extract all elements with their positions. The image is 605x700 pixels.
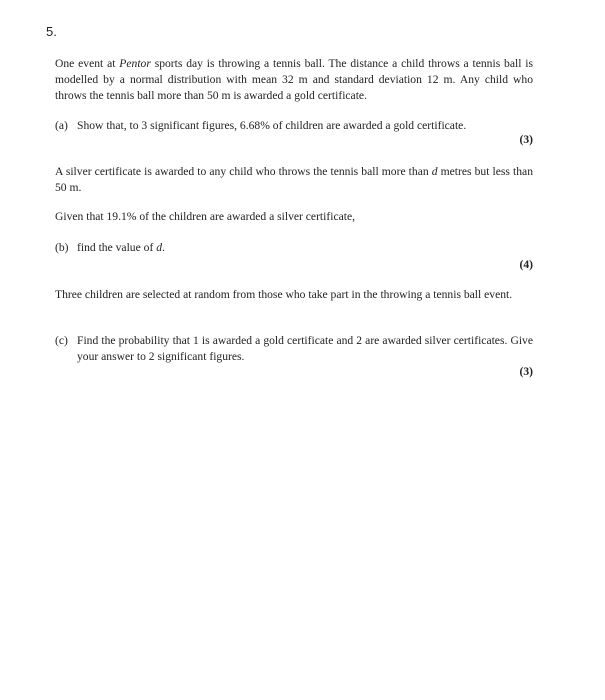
question-number: 5. <box>46 24 57 39</box>
silver-post: metres but less than 50 m. <box>55 165 533 194</box>
part-b-marks: (4) <box>519 258 533 271</box>
three-children-statement: Three children are selected at random from those who take part in the throwing a tennis ball event. <box>55 288 513 301</box>
part-c-marks: (3) <box>519 365 533 378</box>
event-name: Pentor <box>119 57 151 70</box>
part-b-text <box>77 240 533 256</box>
part-b-label: (b) <box>55 241 69 254</box>
part-a-marks: (3) <box>519 133 533 146</box>
silver-description <box>55 164 533 196</box>
part-a-text: Show that, to 3 significant figures, 6.68% of children are awarded a gold certificate. <box>77 119 467 132</box>
part-c-text: Find the probability that 1 is awarded a gold certificate and 2 are awarded silver certificates. Give your answer to 2 significant figures. <box>77 334 533 363</box>
part-a-label: (a) <box>55 119 68 132</box>
part-b <box>55 240 533 256</box>
part-b-text-post: . <box>162 241 165 254</box>
part-b-variable: d <box>156 241 162 254</box>
silver-variable: d <box>431 165 438 178</box>
question-intro <box>55 56 533 104</box>
part-a <box>55 118 533 134</box>
part-c <box>55 333 533 365</box>
intro-pre: One event at <box>55 57 120 70</box>
silver-pre: A silver certificate is awarded to any child who throws the tennis ball more than <box>55 165 432 178</box>
given-statement: Given that 19.1% of the children are awarded a silver certificate, <box>55 210 356 223</box>
intro-post: sports day is throwing a tennis ball. The distance a child throws a tennis ball is modelled by a normal distribution with mean 32 m and standard deviation 12 m. Any child who throws the tennis ball more than 50 m is awarded a gold certificate. <box>55 57 533 102</box>
part-c-label: (c) <box>55 334 68 347</box>
part-b-text-pre: find the value of <box>77 241 157 254</box>
